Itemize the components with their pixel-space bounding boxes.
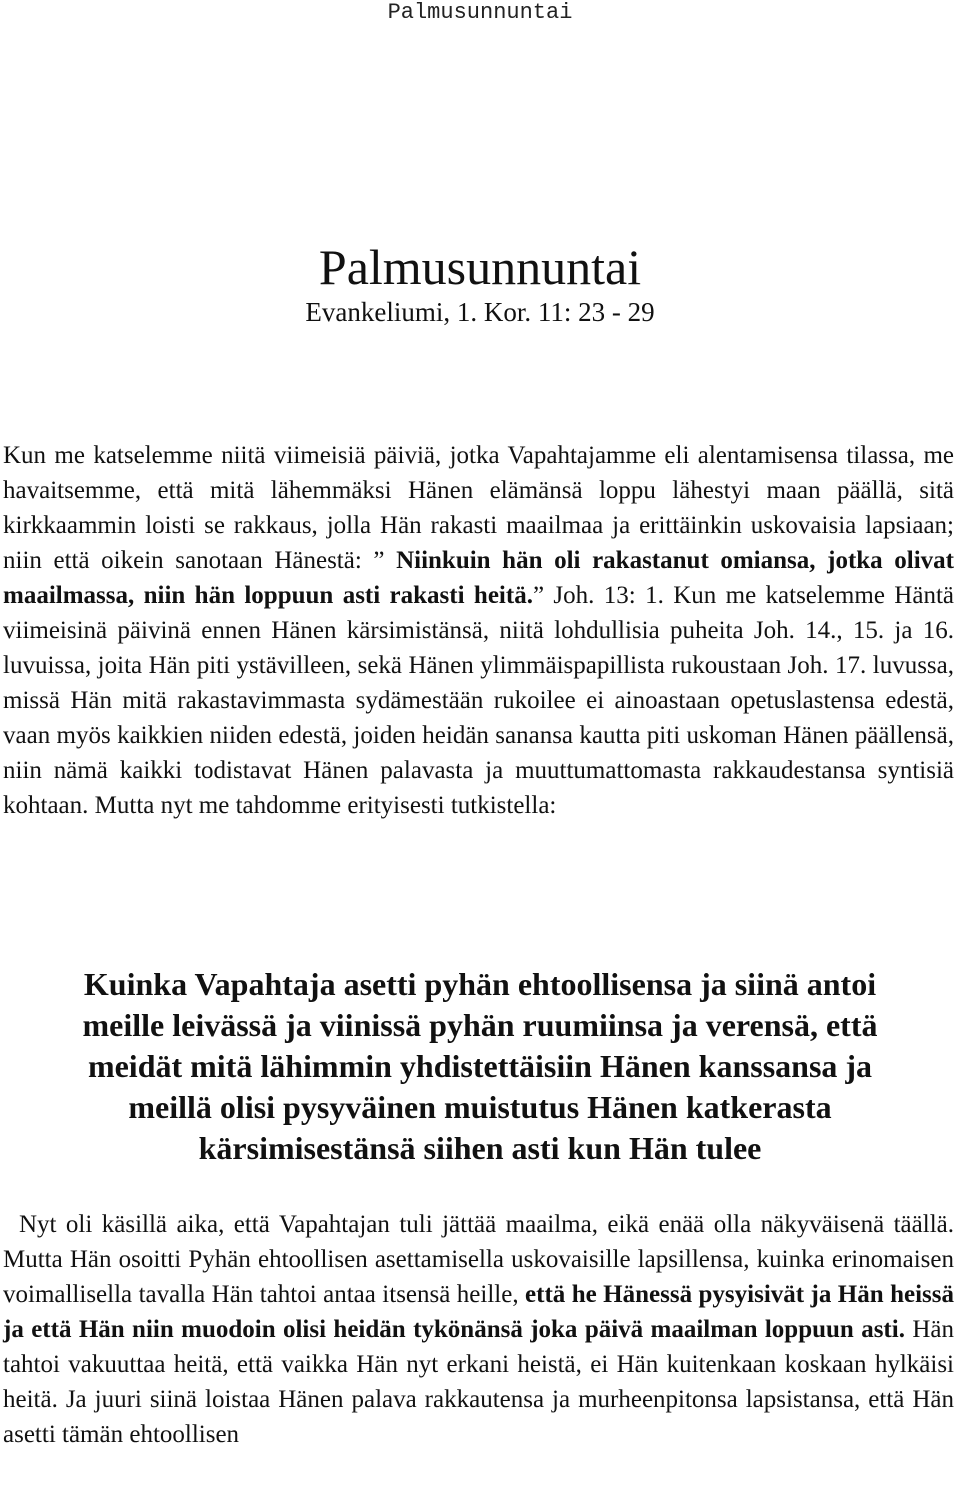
section-heading <box>0 964 960 1169</box>
section-heading-line: Kuinka Vapahtaja asetti pyhän ehtoollisensa ja siinä antoi <box>83 966 877 1002</box>
paragraph-2-text-b: Hän tahtoi vakuuttaa heitä, että vaikka Hän nyt erkani heistä, ei Hän kuitenkaan koskaan hylkäisi heitä. Ja juuri siinä loistaa Hänen palava rakkautensa ja murheenpitonsa lapsistansa, että Hän asetti tämän ehtoollisen <box>3 1316 954 1448</box>
body-paragraph-2 <box>3 1207 954 1452</box>
paragraph-1-quote: Niinkuin hän oli rakastanut omiansa, jotka olivat maailmassa, niin hän loppuun asti rakasti heitä. <box>3 547 954 609</box>
section-heading-line: meillä olisi pysyväinen muistutus Hänen katkerasta <box>128 1089 832 1125</box>
paragraph-1-text-a: Kun me katselemme niitä viimeisiä päiviä, jotka Vapahtajamme eli alentamisensa tilassa, me havaitsemme, että mitä lähemmäksi Hänen elämänsä loppu lähestyi maan päällä, sitä kirkkaammin loisti se rakkaus, jolla Hän rakasti maailmaa ja erittäinkin uskovaisia lapsiaan; niin että oikein sanotaan Hänestä: ” <box>3 442 954 574</box>
section-heading-line: kärsimisestänsä siihen asti kun Hän tulee <box>198 1130 762 1166</box>
body-paragraph-1 <box>3 438 954 823</box>
paragraph-2-text-a: Nyt oli käsillä aika, että Vapahtajan tuli jättää maailma, eikä enää olla näkyväisenä täällä. Mutta Hän osoitti Pyhän ehtoollisen asettamisella uskovaisille lapsillensa, kuinka erinomaisen voimallisella tavalla Hän tahtoi antaa itsensä heille, <box>3 1211 954 1308</box>
section-heading-line: meidät mitä lähimmin yhdistettäisiin Hänen kanssansa ja <box>87 1048 873 1084</box>
section-heading-line: meille leivässä ja viinissä pyhän ruumiinsa ja verensä, että <box>82 1007 878 1043</box>
page-subtitle: Evankeliumi, 1. Kor. 11: 23 - 29 <box>305 297 655 327</box>
paragraph-2-emphasis: että he Hänessä pysyisivät ja Hän heissä ja että Hän niin muodoin olisi heidän tykönänsä joka päivä maailman loppuun asti. <box>3 1281 955 1343</box>
page-title: Palmusunnuntai <box>318 239 642 295</box>
paragraph-1-text-b: ” Joh. 13: 1. Kun me katselemme Häntä viimeisinä päivinä ennen Hänen kärsimistänsä, niitä lohdullisia puheita Joh. 14., 15. ja 16. luvuissa, joita Hän piti ystävilleen, sekä Hänen ylimmäispapillista rukoustaan Joh. 17. luvussa, missä Hän mitä rakastavimmasta sydämestään rukoilee ei ainoastaan opetuslastensa edestä, vaan myös kaikkien niiden edestä, joiden heidän sanansa kautta piti uskoman Hänen päällensä, niin nämä kaikki todistavat Hänen palavasta ja muuttumattomasta rakkaudestansa syntisiä kohtaan. Mutta nyt me tahdomme erityisesti tutkistella: <box>3 582 954 819</box>
running-header: Palmusunnuntai <box>387 0 573 25</box>
